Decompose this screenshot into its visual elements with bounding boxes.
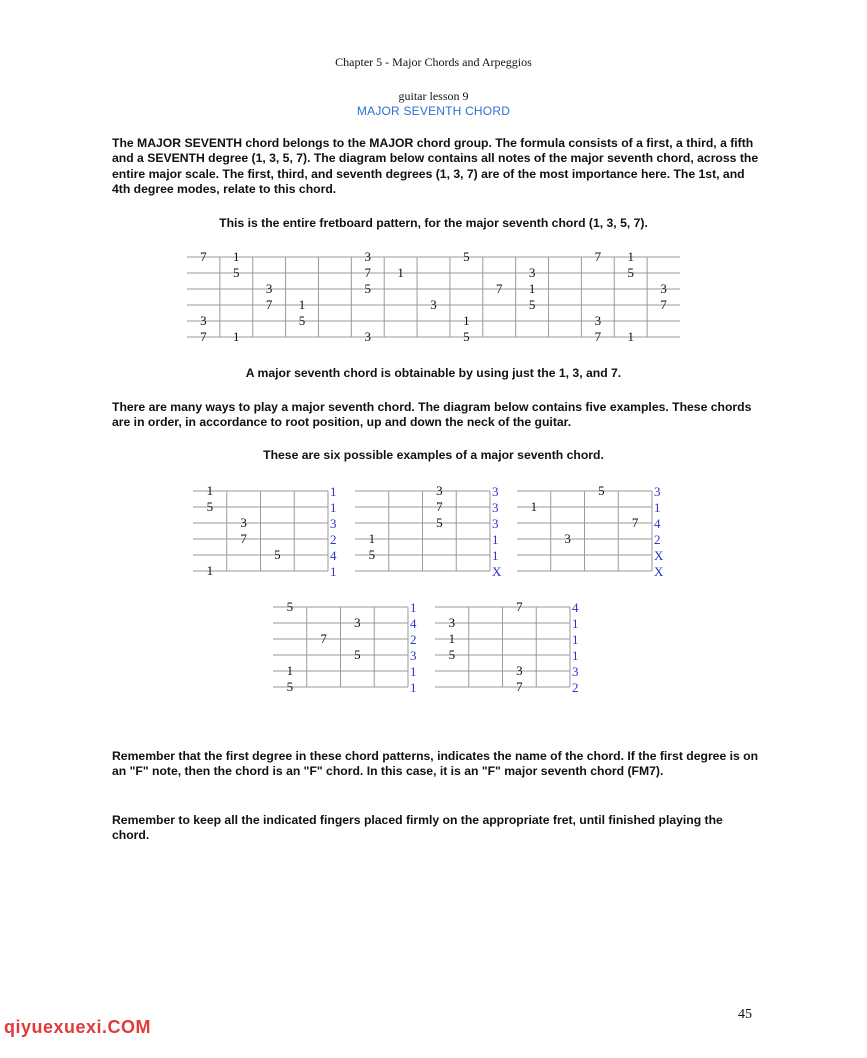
- chord-note: 7: [516, 599, 523, 614]
- fretboard-note: 1: [397, 265, 404, 280]
- finger-number: 2: [330, 532, 337, 547]
- fretboard-note: 1: [627, 329, 634, 344]
- lesson-title: MAJOR SEVENTH CHORD: [356, 104, 511, 118]
- fretboard-note: 7: [495, 281, 503, 296]
- finger-number: 4: [654, 516, 661, 531]
- fretboard-note: 7: [594, 329, 602, 344]
- fretboard-note: 7: [265, 297, 273, 312]
- finger-number: 1: [492, 532, 499, 547]
- fretboard-note: 3: [200, 313, 207, 328]
- finger-number: 3: [410, 648, 417, 663]
- chord-note: 1: [206, 483, 214, 498]
- chord-note: 7: [240, 531, 247, 546]
- chord-diagram: [273, 599, 417, 695]
- fretboard-note: 5: [463, 329, 470, 344]
- fretboard-note: 1: [233, 249, 240, 264]
- fretboard-note: 5: [528, 297, 536, 312]
- finger-number: 1: [330, 484, 337, 499]
- finger-number: 1: [410, 664, 417, 679]
- fretboard-pattern: [187, 249, 680, 344]
- chord-note: 3: [564, 531, 571, 546]
- chord-tones-caption: A major seventh chord is obtainable by using just the 1, 3, and 7.: [245, 366, 622, 380]
- finger-number: 4: [410, 616, 417, 631]
- fretboard-note: 1: [233, 329, 240, 344]
- fretboard-note: 3: [660, 281, 667, 296]
- fretboard-note: 3: [430, 297, 437, 312]
- root-note-paragraph: Remember that the first degree in these chord patterns, indicates the name of the chord. If the first degree is on an "F" note, then the chord is an "F" chord. In this case, it is an "F" major seventh chord (FM7).: [112, 749, 759, 779]
- chord-note: 5: [354, 647, 361, 662]
- finger-number: 1: [572, 648, 579, 663]
- fretboard-note: 5: [627, 265, 634, 280]
- chord-note: 1: [286, 663, 294, 678]
- fretboard-note: 7: [660, 297, 667, 312]
- fretboard-note: 5: [364, 281, 372, 296]
- chord-diagram: [517, 483, 664, 579]
- chord-note: 7: [516, 679, 523, 694]
- finger-number: 3: [572, 664, 579, 679]
- lesson-number: guitar lesson 9: [398, 89, 469, 103]
- examples-paragraph: There are many ways to play a major seventh chord. The diagram below contains five examples. These chords are in order, in accordance to root position, up and down the neck of the guitar.: [112, 400, 752, 430]
- finger-number: 1: [330, 500, 337, 515]
- finger-number: 2: [654, 532, 661, 547]
- fretboard-note: 1: [528, 281, 536, 296]
- finger-number: 3: [492, 516, 499, 531]
- fretboard-note: 1: [627, 249, 634, 264]
- finger-number: 1: [492, 548, 499, 563]
- finger-number: 4: [572, 600, 579, 615]
- fretboard-caption: This is the entire fretboard pattern, for the major seventh chord (1, 3, 5, 7).: [219, 216, 648, 230]
- finger-number: 1: [572, 616, 579, 631]
- fretboard-note: 3: [265, 281, 273, 296]
- fretboard-note: 1: [298, 297, 306, 312]
- chord-note: 3: [448, 615, 456, 630]
- finger-number: X: [654, 564, 664, 579]
- fretboard-note: 5: [463, 249, 470, 264]
- chord-note: 5: [448, 647, 456, 662]
- fretboard-note: 7: [200, 329, 207, 344]
- chord-note: 5: [436, 515, 443, 530]
- chord-note: 3: [436, 483, 443, 498]
- chord-note: 1: [368, 531, 376, 546]
- chord-note: 5: [286, 679, 294, 694]
- fretboard-note: 7: [200, 249, 207, 264]
- chord-diagram: [435, 599, 579, 695]
- finger-number: X: [654, 548, 664, 563]
- fretboard-note: 3: [528, 265, 536, 280]
- examples-caption: These are six possible examples of a major seventh chord.: [263, 448, 604, 462]
- chord-note: 7: [631, 515, 639, 530]
- finger-number: 4: [330, 548, 337, 563]
- page-number: 45: [738, 1007, 752, 1022]
- chord-diagrams: [193, 483, 664, 695]
- fretboard-note: 5: [298, 313, 306, 328]
- chord-note: 5: [368, 547, 376, 562]
- fretboard-note: 3: [594, 313, 602, 328]
- finger-number: 1: [654, 500, 661, 515]
- finger-number: 1: [572, 632, 579, 647]
- chord-note: 7: [320, 631, 327, 646]
- chord-note: 3: [354, 615, 361, 630]
- fretboard-note: 3: [364, 329, 372, 344]
- finger-number: 1: [410, 680, 417, 695]
- finger-number: X: [492, 564, 502, 579]
- chord-note: 5: [286, 599, 294, 614]
- finger-number: 3: [492, 500, 499, 515]
- finger-number: 1: [330, 564, 337, 579]
- chord-diagram: [193, 483, 337, 579]
- chord-note: 3: [240, 515, 247, 530]
- finger-number: 3: [654, 484, 661, 499]
- finger-placement-paragraph: Remember to keep all the indicated fingers placed firmly on the appropriate fret, until finished playing the chord.: [112, 813, 723, 843]
- chord-note: 3: [516, 663, 523, 678]
- chord-note: 1: [448, 631, 456, 646]
- fretboard-note: 3: [364, 249, 372, 264]
- finger-number: 2: [410, 632, 417, 647]
- chord-note: 5: [598, 483, 605, 498]
- fretboard-note: 7: [594, 249, 602, 264]
- finger-number: 3: [330, 516, 337, 531]
- chord-note: 1: [530, 499, 538, 514]
- site-watermark: qiyuexuexi.COM: [4, 1017, 152, 1037]
- intro-paragraph: The MAJOR SEVENTH chord belongs to the MAJOR chord group. The formula consists of a first, a third, a fifth and a SEVENTH degree (1, 3, 5, 7). The diagram below contains all notes of the major seventh chord, across the entire major scale. The first, third, and seventh degrees (1, 3, 7) are of the most importance here. The 1st, and 4th degree modes, relate to this chord.: [112, 136, 759, 197]
- chord-note: 1: [206, 563, 214, 578]
- chord-note: 7: [436, 499, 443, 514]
- finger-number: 3: [492, 484, 499, 499]
- finger-number: 2: [572, 680, 579, 695]
- finger-number: 1: [410, 600, 417, 615]
- fretboard-note: 1: [463, 313, 470, 328]
- fretboard-note: 5: [233, 265, 240, 280]
- chord-note: 5: [206, 499, 214, 514]
- chord-diagram: [355, 483, 502, 579]
- fretboard-note: 7: [364, 265, 372, 280]
- chapter-heading: Chapter 5 - Major Chords and Arpeggios: [335, 55, 532, 69]
- chord-note: 5: [274, 547, 281, 562]
